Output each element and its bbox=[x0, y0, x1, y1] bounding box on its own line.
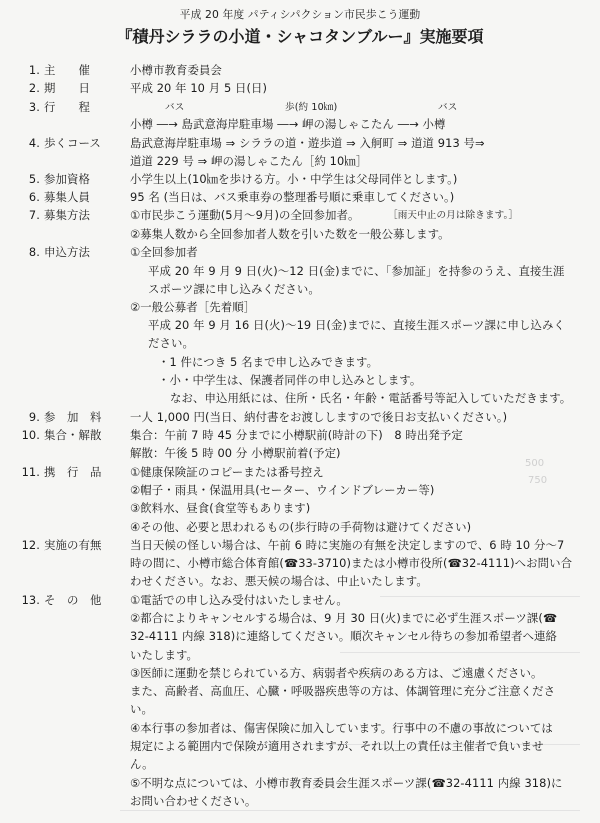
bleed-through-mark: 750 bbox=[528, 475, 548, 486]
item-number: 8. bbox=[28, 245, 40, 259]
other-line: ②都合によりキャンセルする場合は、9 月 30 日(火)までに必ず生涯スポーツ課(☎ bbox=[130, 611, 558, 625]
apply-bullet: ・1 件につき 5 名まで申し込みできます。 bbox=[158, 355, 379, 369]
belongings-item: ②帽子・雨具・保温用具(セーター、ウインドブレーカー等) bbox=[130, 483, 435, 497]
other-line: ⑤不明な点については、小樽市教育委員会生涯スポーツ課(☎32-4111 内線 318)に bbox=[130, 776, 563, 790]
bleed-through-line bbox=[380, 596, 580, 597]
other-line: また、高齢者、高血圧、心臓・呼吸器疾患等の方は、体調管理に充分ご注意くださ bbox=[130, 684, 556, 698]
organizer-label: 主 催 bbox=[44, 63, 90, 77]
route-transport-bus: バス bbox=[165, 102, 185, 113]
meeting-line: 解散：午後 5 時 00 分 小樽駅前着(予定) bbox=[130, 446, 341, 460]
recruit-line: ②募集人数から全回参加者人数を引いた数を一般公募します。 bbox=[130, 227, 450, 241]
apply-label: 申込方法 bbox=[44, 245, 90, 259]
belongings-item: ①健康保険証のコピーまたは番号控え bbox=[130, 465, 324, 479]
bleed-through-mark: 500 bbox=[525, 458, 545, 469]
other-line: 32-4111 内線 318)に連絡してください。順次キャンセル待ちの参加希望者へ連絡 bbox=[130, 629, 558, 643]
meeting-line: 集合：午前 7 時 45 分までに小樽駅前(時計の下) 8 時出発予定 bbox=[130, 428, 463, 442]
event-series-title: 平成 20 年度 パティシパクション市民歩こう運動 bbox=[179, 8, 421, 21]
item-number: 9. bbox=[28, 410, 40, 424]
belongings-item: ④その他、必要と思われるもの(歩行時の手荷物は避けてください) bbox=[130, 520, 472, 534]
apply-subheading: ②一般公募者［先着順］ bbox=[130, 300, 256, 314]
item-number: 7. bbox=[28, 208, 40, 222]
date-value: 平成 20 年 10 月 5 日(日) bbox=[130, 81, 268, 95]
belongings-item: ③飲料水、昼食(食堂等もあります) bbox=[130, 501, 311, 515]
course-label: 歩くコース bbox=[44, 136, 101, 150]
route-transport-walk: 歩(約 10㎞) bbox=[285, 102, 338, 113]
belongings-label: 携 行 品 bbox=[44, 465, 102, 479]
other-line: お問い合わせください。 bbox=[130, 794, 257, 808]
other-line: ん。 bbox=[130, 757, 154, 771]
item-number: 11. bbox=[21, 465, 40, 479]
weather-line: わせください。なお、悪天候の場合は、中止いたします。 bbox=[130, 574, 428, 588]
page-title: 『積丹シララの小道・シャコタンブルー』実施要項 bbox=[116, 27, 484, 46]
other-line: いたします。 bbox=[130, 648, 199, 662]
other-label: そ の 他 bbox=[44, 593, 102, 607]
apply-bullet: ・小・中学生は、保護者同伴の申し込みとします。 bbox=[158, 373, 422, 387]
weather-line: 当日天候の怪しい場合は、午前 6 時に実施の有無を決定しますので、6 時 10 分～7 bbox=[130, 538, 565, 552]
apply-line: ださい。 bbox=[148, 336, 194, 350]
item-number: 4. bbox=[28, 136, 40, 150]
date-label: 期 日 bbox=[44, 81, 90, 95]
apply-line: スポーツ課に申し込みください。 bbox=[148, 282, 320, 296]
recruit-line: ①市民歩こう運動(5月～9月)の全回参加者。 bbox=[130, 208, 360, 222]
bleed-through-line bbox=[120, 810, 580, 811]
other-line: い。 bbox=[130, 702, 153, 716]
bleed-through-line bbox=[340, 652, 580, 653]
item-number: 1. bbox=[28, 63, 40, 77]
course-line: 道道 229 号 ⇒ 岬の湯しゃこたん［約 10㎞］ bbox=[130, 154, 368, 168]
item-number: 6. bbox=[28, 190, 40, 204]
course-line: 島武意海岸駐車場 ⇒ シララの道・遊歩道 ⇒ 入舸町 ⇒ 道道 913 号⇒ bbox=[130, 136, 485, 150]
recruit-note: ［雨天中止の月は除きます。］ bbox=[388, 210, 519, 221]
route-transport-bus: バス bbox=[438, 102, 458, 113]
weather-label: 実施の有無 bbox=[44, 538, 102, 552]
item-number: 13. bbox=[21, 593, 40, 607]
recruit-label: 募集方法 bbox=[44, 208, 90, 222]
eligibility-label: 参加資格 bbox=[44, 172, 90, 186]
other-line: ③医師に運動を禁じられている方、病弱者や疾病のある方は、ご遠慮ください。 bbox=[130, 666, 543, 680]
other-line: ①電話での申し込み受付はいたしません。 bbox=[130, 593, 348, 607]
item-number: 5. bbox=[28, 172, 40, 186]
item-number: 2. bbox=[28, 81, 40, 95]
fee-value: 一人 1,000 円(当日、納付書をお渡ししますので後日お支払いください。) bbox=[130, 410, 508, 424]
meeting-label: 集合・解散 bbox=[44, 428, 102, 442]
weather-line: 時の間に、小樽市総合体育館(☎33-3710)または小樽市役所(☎32-4111)へお問い合 bbox=[130, 556, 573, 570]
route-label: 行 程 bbox=[44, 100, 90, 114]
item-number: 10. bbox=[21, 428, 40, 442]
capacity-value: 95 名 (当日は、バス乗車券の整理番号順に乗車してください。) bbox=[130, 190, 455, 204]
item-number: 3. bbox=[28, 100, 40, 114]
other-line: 規定による範囲内で保険が適用されますが、それ以上の責任は主催者で負いませ bbox=[130, 739, 544, 753]
apply-subheading: ①全回参加者 bbox=[130, 245, 198, 259]
organizer-value: 小樽市教育委員会 bbox=[130, 63, 222, 77]
eligibility-value: 小学生以上(10㎞を歩ける方。小・中学生は父母同伴とします。) bbox=[130, 172, 458, 186]
fee-label: 参 加 料 bbox=[44, 410, 102, 424]
route-value: 小樽 ―→ 島武意海岸駐車場 ―→ 岬の湯しゃこたん ―→ 小樽 bbox=[130, 117, 446, 131]
item-number: 12. bbox=[21, 538, 40, 552]
apply-note: なお、申込用紙には、住所・氏名・年齢・電話番号等記入していただきます。 bbox=[170, 391, 572, 405]
apply-line: 平成 20 年 9 月 9 日(火)～12 日(金)までに、「参加証」を持参のうえ、直接生涯 bbox=[148, 264, 565, 278]
apply-line: 平成 20 年 9 月 16 日(火)～19 日(金)までに、直接生涯スポーツ課に申し込みく bbox=[148, 318, 565, 332]
capacity-label: 募集人員 bbox=[44, 190, 90, 204]
other-line: ④本行事の参加者は、傷害保険に加入しています。行事中の不慮の事故については bbox=[130, 721, 553, 735]
